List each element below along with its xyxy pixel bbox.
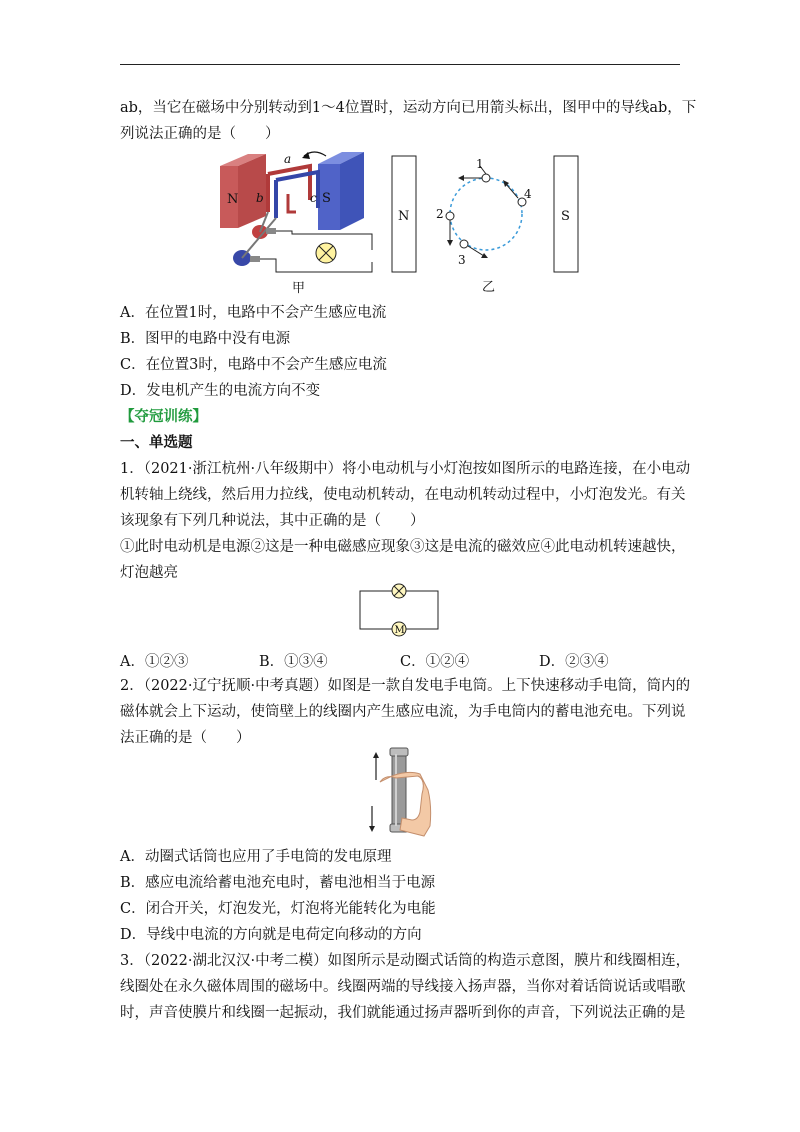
q-prev-option-a: A．在位置1时，电路中不会产生感应电流 — [120, 305, 387, 321]
up-arrow-icon — [373, 752, 379, 758]
label-a: a — [284, 152, 292, 166]
flashlight-figure — [362, 746, 438, 838]
q2-line2: 磁体就会上下运动，使筒壁上的线圈内产生感应电流，为手电筒内的蓄电池充电。下列说 — [120, 704, 686, 720]
motor-lamp-circuit — [358, 582, 442, 638]
q2-line3: 法正确的是（ ） — [120, 730, 251, 746]
q3-line1: 3．（2022·湖北汉汉·中考二模）如图所示是动圈式话筒的构造示意图，膜片和线圈相连， — [120, 953, 691, 969]
position-4-label: 4 — [524, 187, 532, 201]
brush-2 — [250, 256, 260, 262]
s-magnet-side — [340, 152, 364, 230]
q2-option-c: C．闭合开关，灯泡发光，灯泡将光能转化为电能 — [120, 901, 436, 917]
section-subtitle: 一、单选题 — [120, 434, 193, 451]
label-b: b — [256, 191, 264, 205]
position-1-label: 1 — [476, 157, 484, 171]
q1-line4: ①此时电动机是电源②这是一种电磁感应现象③这是电流的磁效应④此电动机转速越快， — [120, 539, 686, 555]
q2-option-b: B．感应电流给蓄电池充电时，蓄电池相当于电源 — [120, 875, 436, 891]
position-2-marker — [446, 212, 454, 220]
coil-axle — [288, 194, 296, 212]
q1-option-a: A．①②③ — [120, 654, 189, 670]
section-title: 【夺冠训练】 — [120, 408, 207, 425]
q1-options — [120, 650, 680, 670]
header-rule — [120, 64, 680, 65]
q-prev-option-d: D．发电机产生的电流方向不变 — [120, 383, 321, 399]
q1-line2: 机转轴上绕线，然后用力拉线，使电动机转动，在电动机转动过程中，小灯泡发光。有关 — [120, 487, 686, 503]
q-prev-option-c: C．在位置3时，电路中不会产生感应电流 — [120, 357, 387, 373]
q1-option-d: D．②③④ — [539, 654, 609, 670]
q-prev-option-b: B．图甲的电路中没有电源 — [120, 331, 291, 347]
brush-1 — [266, 228, 276, 234]
position-1-marker — [482, 174, 490, 182]
bar-label-s: S — [561, 209, 570, 224]
label-n: N — [227, 192, 239, 207]
rotation-circle — [450, 178, 522, 250]
q1-line3: 该现象有下列几种说法，其中正确的是（ ） — [120, 513, 425, 529]
label-s: S — [322, 191, 331, 206]
q1-option-b: B．①③④ — [259, 654, 328, 670]
q2-option-d: D．导线中电流的方向就是电荷定向移动的方向 — [120, 927, 422, 943]
label-c: c — [310, 191, 317, 205]
q-prev-stem-line1: ab，当它在磁场中分别转动到1～4位置时，运动方向已用箭头标出，图甲中的导线ab，下 — [120, 100, 697, 116]
q-prev-stem-line2: 列说法正确的是（ ） — [120, 126, 280, 142]
q2-option-a: A．动圈式话筒也应用了手电筒的发电原理 — [120, 849, 392, 865]
q1-line5: 灯泡越亮 — [120, 565, 178, 581]
position-3-marker — [460, 240, 468, 248]
position-3-label: 3 — [458, 253, 466, 267]
wire-bottom — [260, 259, 372, 272]
q1-line1: 1．（2021·浙江杭州·八年级期中）将小电动机与小灯泡按如图所示的电路连接，在小电动 — [120, 461, 691, 477]
generator-figure — [218, 146, 378, 296]
q2-line1: 2．（2022·辽宁抚顺·中考真题）如图是一款自发电手电筒。上下快速移动手电筒，筒内的 — [120, 678, 691, 694]
q3-line3: 时，声音使膜片和线圈一起振动，我们就能通过扬声器听到你的声音，下列说法正确的是 — [120, 1005, 686, 1021]
position-2-label: 2 — [436, 207, 444, 221]
caption-jia: 甲 — [292, 281, 306, 296]
positions-figure — [390, 154, 590, 294]
q1-option-c: C．①②④ — [400, 654, 470, 670]
motor-label: M — [394, 625, 405, 636]
bar-label-n: N — [398, 209, 410, 224]
q3-line2: 线圈处在永久磁体周围的磁场中。线圈两端的导线接入扬声器，当你对着话筒说话或唱歌 — [120, 979, 686, 995]
caption-yi: 乙 — [482, 280, 496, 294]
down-arrow-icon — [369, 826, 375, 832]
